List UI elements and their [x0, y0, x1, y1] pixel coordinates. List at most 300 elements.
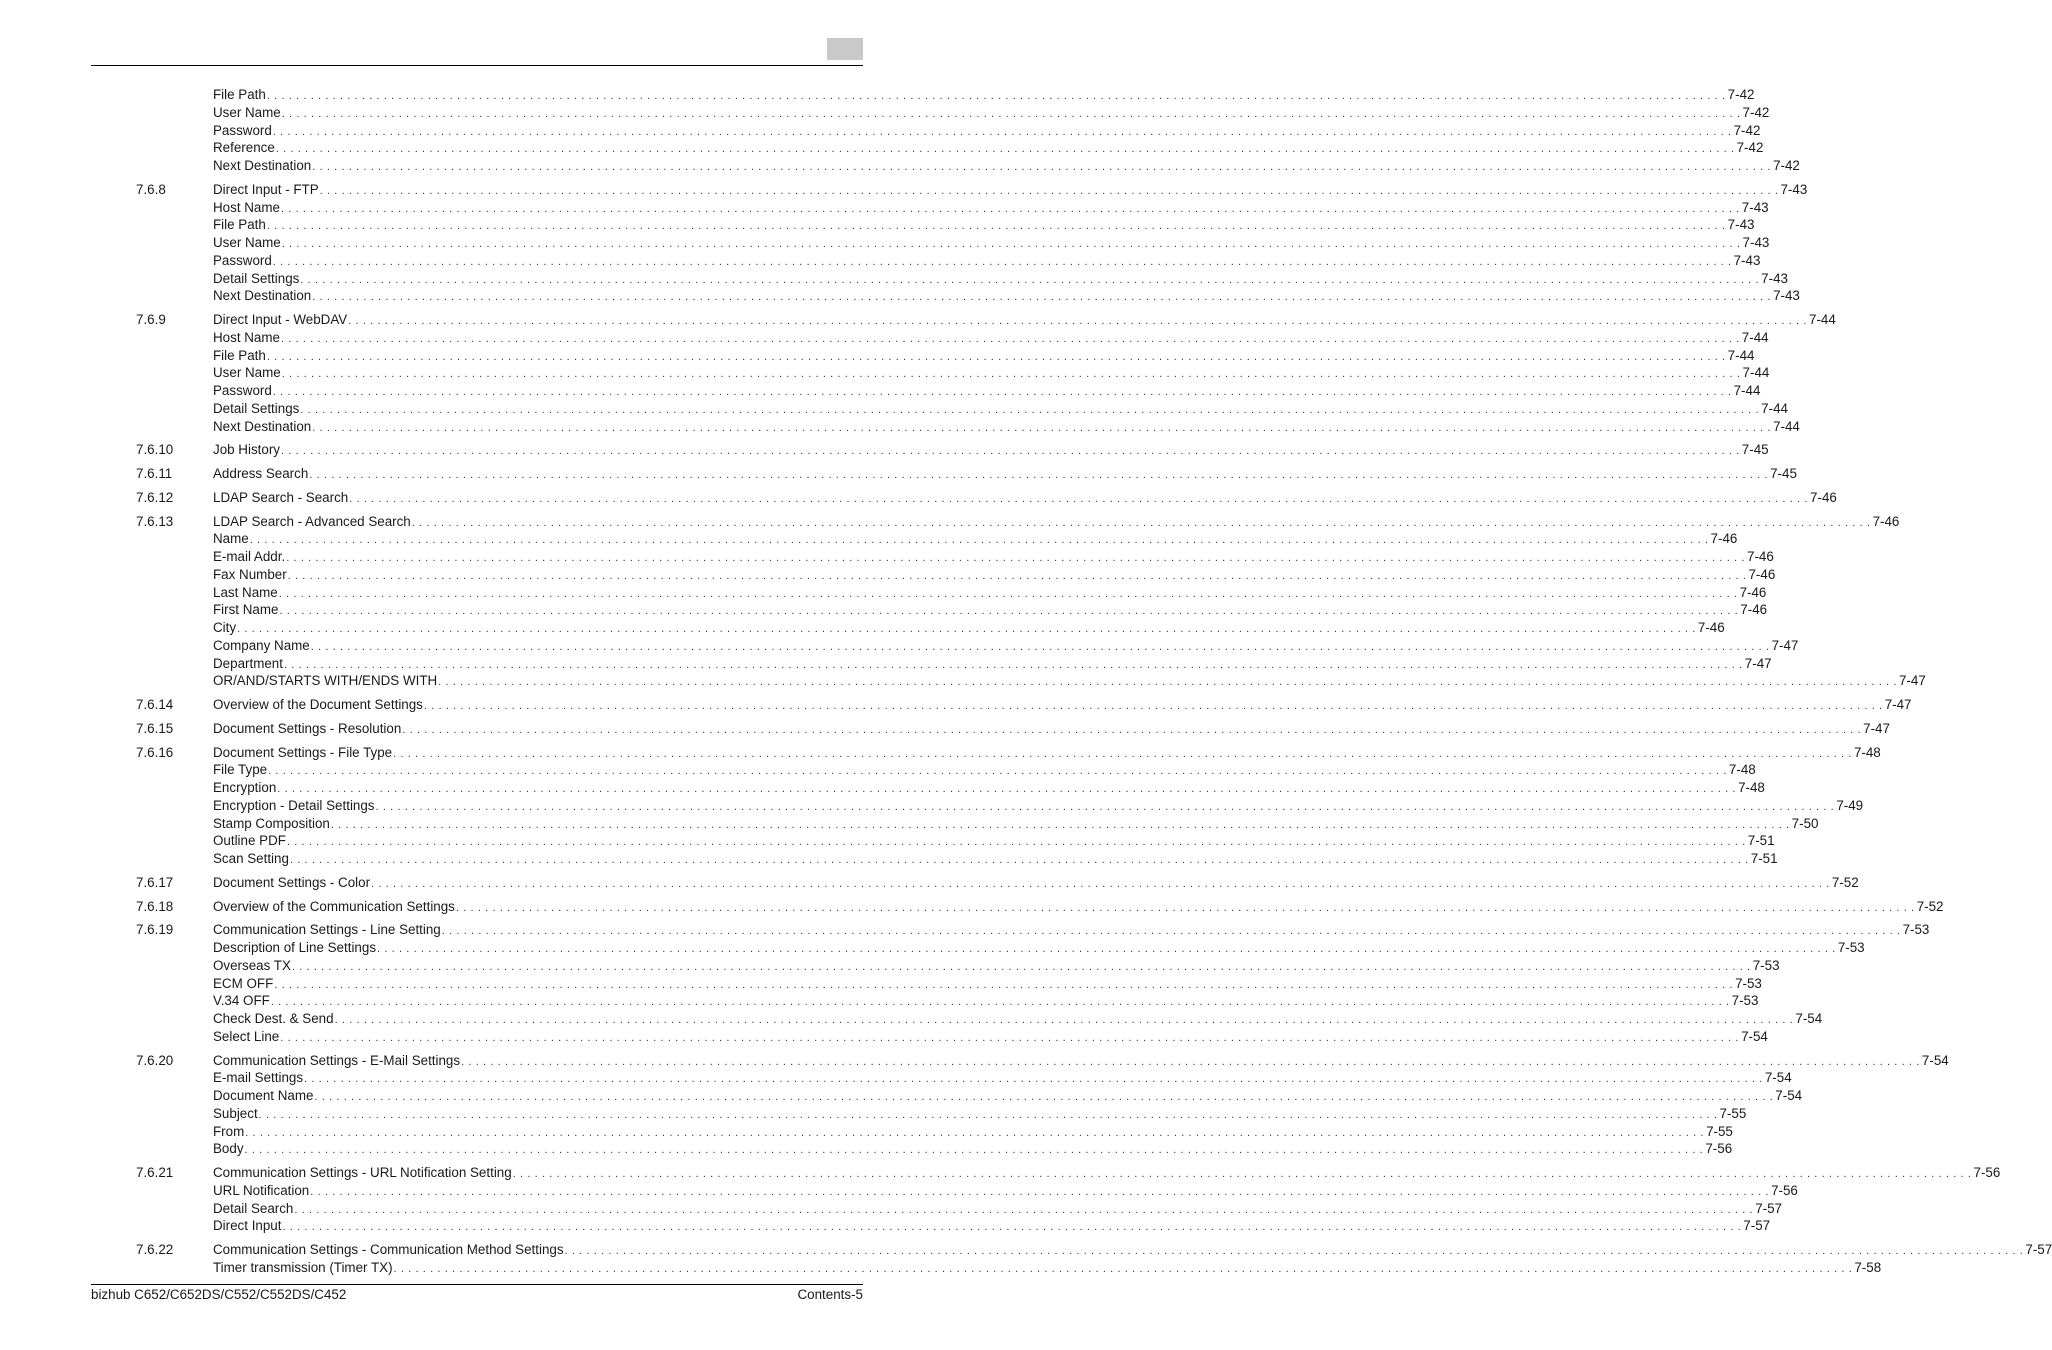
- toc-entry-row[interactable]: [0, 939, 1865, 957]
- page-reference: 7-47: [1744, 655, 1772, 671]
- toc-entry: [213, 548, 1774, 567]
- dot-leader: . . . . . . . . . . . . . . . . . . . . . . . . . . . . . . . . . . . . . . . . . . . . . . . . . . . . . . . . . . . . . . . . . . . . . . . . . . . . . . . . . . . . . . . . . . . . . . . . . . . . . . . . . . . . . . . . . . . . . . . . . . . . . . . . . . . . . . . . . . . . . . . . . . . . . . . . . . . . . . . . . . . . . . . . . . . . . . . . . . . . . . . . . . . . . . . . . . . . . . . .: [294, 1203, 1754, 1216]
- page-reference: 7-43: [1780, 181, 1808, 197]
- dot-leader: . . . . . . . . . . . . . . . . . . . . . . . . . . . . . . . . . . . . . . . . . . . . . . . . . . . . . . . . . . . . . . . . . . . . . . . . . . . . . . . . . . . . . . . . . . . . . . . . . . . . . . . . . . . . . . . . . . . . . . . . . . . . . . . . . . . . . . . . . . . . . . . . . . . . . . . . . . . . . . . . . . . . . . . . . . . . . . . . . . . . . . . . . . . . . . . . . . . . . . . .: [411, 516, 1871, 529]
- page-reference: 7-49: [1836, 797, 1864, 813]
- toc-entry: [213, 465, 1797, 484]
- toc-entry: [213, 441, 1769, 460]
- dot-leader: . . . . . . . . . . . . . . . . . . . . . . . . . . . . . . . . . . . . . . . . . . . . . . . . . . . . . . . . . . . . . . . . . . . . . . . . . . . . . . . . . . . . . . . . . . . . . . . . . . . . . . . . . . . . . . . . . . . . . . . . . . . . . . . . . . . . . . . . . . . . . . . . . . . . . . . . . . . . . . . . . . . . . . . . . . . . . . . . . . . . . . . . . . . . . . . . . . . . . . . .: [289, 854, 1749, 866]
- entry-title: Fax Number: [213, 566, 287, 582]
- toc-entry: [213, 939, 1865, 958]
- toc-entry-row[interactable]: [0, 199, 1769, 217]
- entry-title: User Name: [213, 235, 281, 250]
- toc-entry: [213, 1164, 2001, 1183]
- dot-leader: . . . . . . . . . . . . . . . . . . . . . . . . . . . . . . . . . . . . . . . . . . . . . . . . . . . . . . . . . . . . . . . . . . . . . . . . . . . . . . . . . . . . . . . . . . . . . . . . . . . . . . . . . . . . . . . . . . . . . . . . . . . . . . . . . . . . . . . . . . . . . . . . . . . . . . . . . . . . . . . . . . . . . . . . . . . . . . . . . . . . . . . . . . . . . . . . . . . . . . . .: [564, 1245, 2024, 1257]
- page-reference: 7-43: [1741, 199, 1769, 215]
- toc-entry: [213, 157, 1800, 176]
- toc-entry-row[interactable]: [0, 1010, 1823, 1028]
- section-number: 7.6.21: [136, 1165, 174, 1180]
- page-reference: 7-57: [1755, 1200, 1783, 1216]
- toc-entry: [213, 1259, 1882, 1278]
- entry-title: Document Settings - Color: [213, 874, 371, 890]
- toc-entry: [213, 216, 1755, 235]
- page-reference: 7-46: [1748, 566, 1776, 582]
- entry-title: Host Name: [213, 329, 280, 345]
- entry-title: Job History: [213, 442, 280, 458]
- dot-leader: . . . . . . . . . . . . . . . . . . . . . . . . . . . . . . . . . . . . . . . . . . . . . . . . . . . . . . . . . . . . . . . . . . . . . . . . . . . . . . . . . . . . . . . . . . . . . . . . . . . . . . . . . . . . . . . . . . . . . . . . . . . . . . . . . . . . . . . . . . . . . . . . . . . . . . . . . . . . . . . . . . . . . . . . . . . . . . . . . . . . . . . . . . . . . . . . . . . . . . . .: [280, 202, 1740, 215]
- toc-entry: [213, 181, 1808, 200]
- entry-title: Encryption - Detail Settings: [213, 797, 375, 813]
- toc-entry-row[interactable]: [0, 1028, 1768, 1046]
- toc-entry-row[interactable]: [0, 1069, 1792, 1087]
- page-reference: 7-51: [1747, 833, 1775, 849]
- page-reference: 7-42: [1727, 87, 1755, 102]
- toc-section-row[interactable]: [0, 921, 1930, 939]
- toc-entry-row[interactable]: [0, 1123, 1733, 1141]
- dot-leader: . . . . . . . . . . . . . . . . . . . . . . . . . . . . . . . . . . . . . . . . . . . . . . . . . . . . . . . . . . . . . . . . . . . . . . . . . . . . . . . . . . . . . . . . . . . . . . . . . . . . . . . . . . . . . . . . . . . . . . . . . . . . . . . . . . . . . . . . . . . . . . . . . . . . . . . . . . . . . . . . . . . . . . . . . . . . . . . . . . . . . . . . . . . . . . . . . . . . . . . .: [441, 925, 1901, 938]
- toc-entry-row[interactable]: [0, 252, 1761, 270]
- footer-product-name: bizhub C652/C652DS/C552/C552DS/C452: [91, 1287, 347, 1302]
- toc-entry: [213, 400, 1788, 419]
- entry-title: Detail Search: [213, 1200, 294, 1216]
- entry-title: URL Notification: [213, 1182, 310, 1198]
- dot-leader: . . . . . . . . . . . . . . . . . . . . . . . . . . . . . . . . . . . . . . . . . . . . . . . . . . . . . . . . . . . . . . . . . . . . . . . . . . . . . . . . . . . . . . . . . . . . . . . . . . . . . . . . . . . . . . . . . . . . . . . . . . . . . . . . . . . . . . . . . . . . . . . . . . . . . . . . . . . . . . . . . . . . . . . . . . . . . . . . . . . . . . . . . . . . . . . . . . . . . . . .: [281, 368, 1741, 381]
- entry-title: Direct Input - WebDAV: [213, 312, 348, 327]
- section-number: 7.6.17: [136, 874, 174, 890]
- entry-title: Detail Settings: [213, 400, 300, 416]
- page-reference: 7-43: [1773, 288, 1800, 304]
- toc-entry: [213, 957, 1780, 976]
- section-number: 7.6.9: [136, 312, 166, 327]
- toc-entry: [213, 234, 1770, 253]
- entry-title: Last Name: [213, 584, 278, 600]
- section-number: 7.6.15: [136, 720, 174, 736]
- toc-entry: [213, 513, 1900, 532]
- page-reference: 7-52: [1916, 898, 1944, 914]
- entry-title: E-mail Settings: [213, 1070, 304, 1086]
- toc-entry: [213, 270, 1788, 289]
- toc-entry: [213, 1028, 1768, 1047]
- dot-leader: . . . . . . . . . . . . . . . . . . . . . . . . . . . . . . . . . . . . . . . . . . . . . . . . . . . . . . . . . . . . . . . . . . . . . . . . . . . . . . . . . . . . . . . . . . . . . . . . . . . . . . . . . . . . . . . . . . . . . . . . . . . . . . . . . . . . . . . . . . . . . . . . . . . . . . . . . . . . . . . . . . . . . . . . . . . . . . . . . . . . . . . . . . . . . . . . . . . . . . . .: [314, 1091, 1774, 1103]
- section-number: 7.6.20: [136, 1052, 174, 1068]
- dot-leader: . . . . . . . . . . . . . . . . . . . . . . . . . . . . . . . . . . . . . . . . . . . . . . . . . . . . . . . . . . . . . . . . . . . . . . . . . . . . . . . . . . . . . . . . . . . . . . . . . . . . . . . . . . . . . . . . . . . . . . . . . . . . . . . . . . . . . . . . . . . . . . . . . . . . . . . . . . . . . . . . . . . . . . . . . . . . . . . . . . . . . . . . . . . . . . . . . . . . . . . .: [270, 996, 1730, 1009]
- page-reference: 7-56: [1973, 1165, 2001, 1180]
- page-reference: 7-58: [1854, 1259, 1882, 1275]
- entry-title: E-mail Addr.: [213, 549, 286, 564]
- entry-title: Reference: [213, 140, 275, 156]
- toc-entry: [213, 975, 1762, 994]
- entry-title: Document Settings - File Type: [213, 744, 393, 760]
- entry-title: OR/AND/STARTS WITH/ENDS WITH: [213, 673, 438, 689]
- page-reference: 7-44: [1809, 312, 1836, 327]
- toc-section-row[interactable]: [0, 720, 1890, 738]
- dot-leader: . . . . . . . . . . . . . . . . . . . . . . . . . . . . . . . . . . . . . . . . . . . . . . . . . . . . . . . . . . . . . . . . . . . . . . . . . . . . . . . . . . . . . . . . . . . . . . . . . . . . . . . . . . . . . . . . . . . . . . . . . . . . . . . . . . . . . . . . . . . . . . . . . . . . . . . . . . . . . . . . . . . . . . . . . . . . . . . . . . . . . . . . . . . . . . . . . . . . . . . .: [402, 723, 1862, 736]
- dot-leader: . . . . . . . . . . . . . . . . . . . . . . . . . . . . . . . . . . . . . . . . . . . . . . . . . . . . . . . . . . . . . . . . . . . . . . . . . . . . . . . . . . . . . . . . . . . . . . . . . . . . . . . . . . . . . . . . . . . . . . . . . . . . . . . . . . . . . . . . . . . . . . . . . . . . . . . . . . . . . . . . . . . . . . . . . . . . . . . . . . . . . . . . . . . . . . . . . . . . . . . .: [274, 978, 1734, 991]
- dot-leader: . . . . . . . . . . . . . . . . . . . . . . . . . . . . . . . . . . . . . . . . . . . . . . . . . . . . . . . . . . . . . . . . . . . . . . . . . . . . . . . . . . . . . . . . . . . . . . . . . . . . . . . . . . . . . . . . . . . . . . . . . . . . . . . . . . . . . . . . . . . . . . . . . . . . . . . . . . . . . . . . . . . . . . . . . . . . . . . . . . . . . . . . . . . . . . . . . . . . . . . .: [286, 836, 1746, 849]
- entry-title: User Name: [213, 365, 281, 381]
- toc-entry: [213, 122, 1761, 141]
- section-number: 7.6.8: [136, 181, 166, 197]
- entry-title: Description of Line Settings: [213, 940, 377, 955]
- dot-leader: . . . . . . . . . . . . . . . . . . . . . . . . . . . . . . . . . . . . . . . . . . . . . . . . . . . . . . . . . . . . . . . . . . . . . . . . . . . . . . . . . . . . . . . . . . . . . . . . . . . . . . . . . . . . . . . . . . . . . . . . . . . . . . . . . . . . . . . . . . . . . . . . . . . . . . . . . . . . . . . . . . . . . . . . . . . . . . . . . . . . . . . . . . . . . . . . . . . . . . . .: [348, 315, 1808, 327]
- dot-leader: . . . . . . . . . . . . . . . . . . . . . . . . . . . . . . . . . . . . . . . . . . . . . . . . . . . . . . . . . . . . . . . . . . . . . . . . . . . . . . . . . . . . . . . . . . . . . . . . . . . . . . . . . . . . . . . . . . . . . . . . . . . . . . . . . . . . . . . . . . . . . . . . . . . . . . . . . . . . . . . . . . . . . . . . . . . . . . . . . . . . . . . . . . . . . . . . . . . . . . . .: [282, 1221, 1742, 1234]
- entry-title: Next Destination: [213, 158, 312, 173]
- section-number: 7.6.19: [136, 922, 174, 938]
- toc-entry-row[interactable]: [0, 619, 1725, 637]
- toc-entry-row[interactable]: [0, 637, 1799, 655]
- page-reference: 7-55: [1706, 1123, 1733, 1139]
- entry-title: User Name: [213, 104, 281, 120]
- toc-entry: [213, 1052, 1949, 1071]
- page-reference: 7-43: [1727, 217, 1755, 233]
- entry-title: LDAP Search - Advanced Search: [213, 513, 411, 529]
- entry-title: Host Name: [213, 199, 280, 215]
- page-reference: 7-42: [1773, 158, 1800, 173]
- entry-title: Name: [213, 531, 249, 547]
- page-reference: 7-54: [1921, 1052, 1949, 1068]
- dot-leader: . . . . . . . . . . . . . . . . . . . . . . . . . . . . . . . . . . . . . . . . . . . . . . . . . . . . . . . . . . . . . . . . . . . . . . . . . . . . . . . . . . . . . . . . . . . . . . . . . . . . . . . . . . . . . . . . . . . . . . . . . . . . . . . . . . . . . . . . . . . . . . . . . . . . . . . . . . . . . . . . . . . . . . . . . . . . . . . . . . . . . . . . . . . . . . . . . . . . . . . .: [455, 901, 1915, 914]
- toc-entry-row[interactable]: [0, 1105, 1747, 1123]
- toc-entry: [213, 874, 1859, 893]
- toc-section-row[interactable]: [0, 311, 1836, 329]
- entry-title: Address Search: [213, 466, 309, 481]
- toc-entry: [213, 898, 1944, 917]
- toc-entry: [213, 584, 1767, 603]
- entry-title: ECM OFF: [213, 975, 274, 991]
- page-reference: 7-54: [1795, 1011, 1823, 1026]
- toc-entry: [213, 139, 1764, 158]
- toc-entry-row[interactable]: [0, 104, 1770, 122]
- section-number: 7.6.16: [136, 744, 174, 760]
- entry-title: Outline PDF: [213, 833, 286, 849]
- entry-title: Scan Setting: [213, 851, 289, 866]
- entry-title: File Type: [213, 762, 268, 778]
- dot-leader: . . . . . . . . . . . . . . . . . . . . . . . . . . . . . . . . . . . . . . . . . . . . . . . . . . . . . . . . . . . . . . . . . . . . . . . . . . . . . . . . . . . . . . . . . . . . . . . . . . . . . . . . . . . . . . . . . . . . . . . . . . . . . . . . . . . . . . . . . . . . . . . . . . . . . . . . . . . . . . . . . . . . . . . . . . . . . . . . . . . . . . . . . . . . . . . . . . . . . . . .: [266, 220, 1726, 233]
- toc-entry: [213, 619, 1725, 638]
- page-reference: 7-42: [1742, 104, 1770, 120]
- page-reference: 7-53: [1837, 940, 1865, 955]
- entry-title: Document Name: [213, 1088, 314, 1103]
- dot-leader: . . . . . . . . . . . . . . . . . . . . . . . . . . . . . . . . . . . . . . . . . . . . . . . . . . . . . . . . . . . . . . . . . . . . . . . . . . . . . . . . . . . . . . . . . . . . . . . . . . . . . . . . . . . . . . . . . . . . . . . . . . . . . . . . . . . . . . . . . . . . . . . . . . . . . . . . . . . . . . . . . . . . . . . . . . . . . . . . . . . . . . . . . . . . . . . . . . . . . . . .: [281, 107, 1741, 120]
- dot-leader: . . . . . . . . . . . . . . . . . . . . . . . . . . . . . . . . . . . . . . . . . . . . . . . . . . . . . . . . . . . . . . . . . . . . . . . . . . . . . . . . . . . . . . . . . . . . . . . . . . . . . . . . . . . . . . . . . . . . . . . . . . . . . . . . . . . . . . . . . . . . . . . . . . . . . . . . . . . . . . . . . . . . . . . . . . . . . . . . . . . . . . . . . . . . . . . . . . . . . . . .: [280, 1031, 1740, 1044]
- toc-entry-row[interactable]: [0, 122, 1761, 140]
- entry-title: Password: [213, 122, 272, 138]
- toc-entry: [213, 672, 1926, 691]
- entry-title: Password: [213, 252, 272, 268]
- entry-title: Check Dest. & Send: [213, 1011, 334, 1026]
- entry-title: Direct Input - FTP: [213, 181, 319, 197]
- page-reference: 7-47: [1771, 637, 1799, 653]
- entry-title: Password: [213, 383, 272, 398]
- dot-leader: . . . . . . . . . . . . . . . . . . . . . . . . . . . . . . . . . . . . . . . . . . . . . . . . . . . . . . . . . . . . . . . . . . . . . . . . . . . . . . . . . . . . . . . . . . . . . . . . . . . . . . . . . . . . . . . . . . . . . . . . . . . . . . . . . . . . . . . . . . . . . . . . . . . . . . . . . . . . . . . . . . . . . . . . . . . . . . . . . . . . . . . . . . . . . . . . . . . . . . . .: [278, 587, 1738, 600]
- section-number: 7.6.14: [136, 697, 174, 712]
- dot-leader: . . . . . . . . . . . . . . . . . . . . . . . . . . . . . . . . . . . . . . . . . . . . . . . . . . . . . . . . . . . . . . . . . . . . . . . . . . . . . . . . . . . . . . . . . . . . . . . . . . . . . . . . . . . . . . . . . . . . . . . . . . . . . . . . . . . . . . . . . . . . . . . . . . . . . . . . . . . . . . . . . . . . . . . . . . . . . . . . . . . . . . . . . . . . . . . . . . . . . . . .: [300, 403, 1760, 416]
- toc-entry-row[interactable]: [0, 548, 1774, 566]
- toc-entry-row[interactable]: [0, 832, 1775, 850]
- dot-leader: . . . . . . . . . . . . . . . . . . . . . . . . . . . . . . . . . . . . . . . . . . . . . . . . . . . . . . . . . . . . . . . . . . . . . . . . . . . . . . . . . . . . . . . . . . . . . . . . . . . . . . . . . . . . . . . . . . . . . . . . . . . . . . . . . . . . . . . . . . . . . . . . . . . . . . . . . . . . . . . . . . . . . . . . . . . . . . . . . . . . . . . . . . . . . . . . . . . . . . . .: [423, 700, 1883, 712]
- entry-title: Timer transmission (Timer TX): [213, 1259, 393, 1275]
- toc-entry-row[interactable]: [0, 1087, 1803, 1105]
- toc-entry: [213, 382, 1761, 401]
- toc-entry-row[interactable]: [0, 779, 1765, 797]
- dot-leader: . . . . . . . . . . . . . . . . . . . . . . . . . . . . . . . . . . . . . . . . . . . . . . . . . . . . . . . . . . . . . . . . . . . . . . . . . . . . . . . . . . . . . . . . . . . . . . . . . . . . . . . . . . . . . . . . . . . . . . . . . . . . . . . . . . . . . . . . . . . . . . . . . . . . . . . . . . . . . . . . . . . . . . . . . . . . . . . . . . . . . . . . . . . . . . . . . . . . . . . .: [312, 291, 1772, 304]
- entry-title: Detail Settings: [213, 270, 300, 286]
- toc-entry: [213, 921, 1930, 940]
- dot-leader: . . . . . . . . . . . . . . . . . . . . . . . . . . . . . . . . . . . . . . . . . . . . . . . . . . . . . . . . . . . . . . . . . . . . . . . . . . . . . . . . . . . . . . . . . . . . . . . . . . . . . . . . . . . . . . . . . . . . . . . . . . . . . . . . . . . . . . . . . . . . . . . . . . . . . . . . . . . . . . . . . . . . . . . . . . . . . . . . . . . . . . . . . . . . . . . . . . . . . . . .: [280, 445, 1740, 458]
- page-reference: 7-46: [1872, 513, 1900, 529]
- entry-title: Overseas TX: [213, 957, 291, 973]
- footer-page-number: Contents-5: [797, 1287, 863, 1302]
- toc-entry-row[interactable]: [0, 850, 1778, 868]
- toc-entry: [213, 347, 1755, 366]
- page-reference: 7-44: [1742, 365, 1770, 381]
- dot-leader: . . . . . . . . . . . . . . . . . . . . . . . . . . . . . . . . . . . . . . . . . . . . . . . . . . . . . . . . . . . . . . . . . . . . . . . . . . . . . . . . . . . . . . . . . . . . . . . . . . . . . . . . . . . . . . . . . . . . . . . . . . . . . . . . . . . . . . . . . . . . . . . . . . . . . . . . . . . . . . . . . . . . . . . . . . . . . . . . . . . . . . . . . . . . . . . . . . . . . . . .: [330, 818, 1790, 831]
- entry-title: LDAP Search - Search: [213, 489, 349, 505]
- toc-entry-row[interactable]: [0, 234, 1770, 252]
- dot-leader: . . . . . . . . . . . . . . . . . . . . . . . . . . . . . . . . . . . . . . . . . . . . . . . . . . . . . . . . . . . . . . . . . . . . . . . . . . . . . . . . . . . . . . . . . . . . . . . . . . . . . . . . . . . . . . . . . . . . . . . . . . . . . . . . . . . . . . . . . . . . . . . . . . . . . . . . . . . . . . . . . . . . . . . . . . . . . . . . . . . . . . . . . . . . . . . . . . . . . . . .: [310, 1185, 1770, 1198]
- toc-entry-row[interactable]: [0, 672, 1926, 690]
- toc-entry-row[interactable]: [0, 815, 1819, 833]
- toc-section-row[interactable]: [0, 441, 1769, 459]
- toc-section-row[interactable]: [0, 1241, 2052, 1259]
- entry-title: Communication Settings - Communication Method Settings: [213, 1242, 564, 1257]
- entry-title: File Path: [213, 347, 266, 363]
- page-reference: 7-42: [1733, 122, 1761, 138]
- toc-entry-row[interactable]: [0, 601, 1768, 619]
- entry-title: Encryption: [213, 780, 277, 795]
- dot-leader: . . . . . . . . . . . . . . . . . . . . . . . . . . . . . . . . . . . . . . . . . . . . . . . . . . . . . . . . . . . . . . . . . . . . . . . . . . . . . . . . . . . . . . . . . . . . . . . . . . . . . . . . . . . . . . . . . . . . . . . . . . . . . . . . . . . . . . . . . . . . . . . . . . . . . . . . . . . . . . . . . . . . . . . . . . . . . . . . . . . . . . . . . . . . . . . . . . . . . . . .: [312, 161, 1772, 173]
- page-reference: 7-46: [1740, 602, 1768, 618]
- dot-leader: . . . . . . . . . . . . . . . . . . . . . . . . . . . . . . . . . . . . . . . . . . . . . . . . . . . . . . . . . . . . . . . . . . . . . . . . . . . . . . . . . . . . . . . . . . . . . . . . . . . . . . . . . . . . . . . . . . . . . . . . . . . . . . . . . . . . . . . . . . . . . . . . . . . . . . . . . . . . . . . . . . . . . . . . . . . . . . . . . . . . . . . . . . . . . . . . . . . . . . . .: [280, 332, 1740, 345]
- toc-entry-row[interactable]: [0, 584, 1767, 602]
- page-reference: 7-48: [1738, 780, 1765, 795]
- page-reference: 7-48: [1728, 762, 1756, 778]
- page-reference: 7-57: [1743, 1218, 1771, 1234]
- toc-section-row[interactable]: [0, 744, 1881, 762]
- section-number: 7.6.11: [136, 466, 173, 481]
- dot-leader: . . . . . . . . . . . . . . . . . . . . . . . . . . . . . . . . . . . . . . . . . . . . . . . . . . . . . . . . . . . . . . . . . . . . . . . . . . . . . . . . . . . . . . . . . . . . . . . . . . . . . . . . . . . . . . . . . . . . . . . . . . . . . . . . . . . . . . . . . . . . . . . . . . . . . . . . . . . . . . . . . . . . . . . . . . . . . . . . . . . . . . . . . . . . . . . . . . . . . . . .: [375, 800, 1835, 813]
- toc-section-row[interactable]: [0, 465, 1797, 483]
- page-reference: 7-44: [1741, 329, 1769, 345]
- page-reference: 7-43: [1742, 235, 1770, 250]
- toc-section-row[interactable]: [0, 513, 1900, 531]
- toc-entry: [213, 850, 1778, 869]
- toc-entry: [213, 311, 1836, 330]
- page-reference: 7-53: [1752, 957, 1780, 973]
- toc-entry-row[interactable]: [0, 270, 1788, 288]
- toc-entry: [213, 1069, 1792, 1088]
- entry-title: File Path: [213, 87, 266, 102]
- toc-section-row[interactable]: [0, 1164, 2001, 1182]
- toc-entry-row[interactable]: [0, 364, 1770, 382]
- toc-entry-row[interactable]: [0, 566, 1776, 584]
- dot-leader: . . . . . . . . . . . . . . . . . . . . . . . . . . . . . . . . . . . . . . . . . . . . . . . . . . . . . . . . . . . . . . . . . . . . . . . . . . . . . . . . . . . . . . . . . . . . . . . . . . . . . . . . . . . . . . . . . . . . . . . . . . . . . . . . . . . . . . . . . . . . . . . . . . . . . . . . . . . . . . . . . . . . . . . . . . . . . . . . . . . . . . . . . . . . . . . . . . . . . . . .: [245, 1126, 1705, 1139]
- page-reference: 7-44: [1733, 383, 1761, 398]
- header-rule: [91, 65, 863, 66]
- page-reference: 7-44: [1773, 418, 1800, 434]
- page-reference: 7-46: [1697, 620, 1725, 635]
- toc-entry: [213, 199, 1769, 218]
- page-reference: 7-54: [1775, 1088, 1803, 1103]
- page-reference: 7-56: [1705, 1141, 1733, 1157]
- dot-leader: . . . . . . . . . . . . . . . . . . . . . . . . . . . . . . . . . . . . . . . . . . . . . . . . . . . . . . . . . . . . . . . . . . . . . . . . . . . . . . . . . . . . . . . . . . . . . . . . . . . . . . . . . . . . . . . . . . . . . . . . . . . . . . . . . . . . . . . . . . . . . . . . . . . . . . . . . . . . . . . . . . . . . . . . . . . . . . . . . . . . . . . . . . . . . . . . . . . . . . . .: [277, 783, 1737, 795]
- dot-leader: . . . . . . . . . . . . . . . . . . . . . . . . . . . . . . . . . . . . . . . . . . . . . . . . . . . . . . . . . . . . . . . . . . . . . . . . . . . . . . . . . . . . . . . . . . . . . . . . . . . . . . . . . . . . . . . . . . . . . . . . . . . . . . . . . . . . . . . . . . . . . . . . . . . . . . . . . . . . . . . . . . . . . . . . . . . . . . . . . . . . . . . . . . . . . . . . . . . . . . . .: [393, 747, 1852, 760]
- toc-entry: [213, 720, 1890, 739]
- toc-entry-row[interactable]: [0, 287, 1800, 305]
- toc-entry-row[interactable]: [0, 975, 1762, 993]
- toc-entry: [213, 566, 1776, 585]
- entry-title: Overview of the Communication Settings: [213, 898, 455, 914]
- dot-leader: . . . . . . . . . . . . . . . . . . . . . . . . . . . . . . . . . . . . . . . . . . . . . . . . . . . . . . . . . . . . . . . . . . . . . . . . . . . . . . . . . . . . . . . . . . . . . . . . . . . . . . . . . . . . . . . . . . . . . . . . . . . . . . . . . . . . . . . . . . . . . . . . . . . . . . . . . . . . . . . . . . . . . . . . . . . . . . . . . . . . . . . . . . . . . . . . . . . . . . . .: [300, 273, 1760, 286]
- toc-entry: [213, 329, 1769, 348]
- page-reference: 7-43: [1733, 252, 1761, 268]
- page-reference: 7-46: [1747, 549, 1774, 564]
- dot-leader: . . . . . . . . . . . . . . . . . . . . . . . . . . . . . . . . . . . . . . . . . . . . . . . . . . . . . . . . . . . . . . . . . . . . . . . . . . . . . . . . . . . . . . . . . . . . . . . . . . . . . . . . . . . . . . . . . . . . . . . . . . . . . . . . . . . . . . . . . . . . . . . . . . . . . . . . . . . . . . . . . . . . . . . . . . . . . . . . . . . . . . . . . . . . . . . . . . . . . . . .: [309, 469, 1769, 481]
- toc-entry-row[interactable]: [0, 329, 1769, 347]
- entry-title: Subject: [213, 1105, 258, 1121]
- toc-entry-row[interactable]: [0, 418, 1800, 436]
- page-reference: 7-46: [1739, 584, 1767, 600]
- toc-entry-row[interactable]: [0, 216, 1755, 234]
- toc-entry: [213, 287, 1800, 306]
- toc-section-row[interactable]: [0, 489, 1837, 507]
- dot-leader: . . . . . . . . . . . . . . . . . . . . . . . . . . . . . . . . . . . . . . . . . . . . . . . . . . . . . . . . . . . . . . . . . . . . . . . . . . . . . . . . . . . . . . . . . . . . . . . . . . . . . . . . . . . . . . . . . . . . . . . . . . . . . . . . . . . . . . . . . . . . . . . . . . . . . . . . . . . . . . . . . . . . . . . . . . . . . . . . . . . . . . . . . . . . . . . . . . . . . . . .: [281, 238, 1741, 250]
- toc-section-row[interactable]: [0, 181, 1808, 199]
- toc-entry: [213, 1217, 1771, 1236]
- toc-entry-row[interactable]: [0, 797, 1864, 815]
- dot-leader: . . . . . . . . . . . . . . . . . . . . . . . . . . . . . . . . . . . . . . . . . . . . . . . . . . . . . . . . . . . . . . . . . . . . . . . . . . . . . . . . . . . . . . . . . . . . . . . . . . . . . . . . . . . . . . . . . . . . . . . . . . . . . . . . . . . . . . . . . . . . . . . . . . . . . . . . . . . . . . . . . . . . . . . . . . . . . . . . . . . . . . . . . . . . . . . . . . . . . . . .: [283, 658, 1743, 671]
- toc-entry-row[interactable]: [0, 1182, 1798, 1200]
- toc-section-row[interactable]: [0, 696, 1912, 714]
- toc-entry: [213, 1140, 1733, 1159]
- page-reference: 7-57: [2025, 1242, 2052, 1257]
- dot-leader: . . . . . . . . . . . . . . . . . . . . . . . . . . . . . . . . . . . . . . . . . . . . . . . . . . . . . . . . . . . . . . . . . . . . . . . . . . . . . . . . . . . . . . . . . . . . . . . . . . . . . . . . . . . . . . . . . . . . . . . . . . . . . . . . . . . . . . . . . . . . . . . . . . . . . . . . . . . . . . . . . . . . . . . . . . . . . . . . . . . . . . . . . . . . . . . . . . . . . . . .: [258, 1108, 1718, 1121]
- toc-entry-row[interactable]: [0, 86, 1755, 104]
- toc-entry-row[interactable]: [0, 400, 1788, 418]
- toc-entry: [213, 1123, 1733, 1142]
- entry-title: City: [213, 620, 237, 635]
- toc-entry-row[interactable]: [0, 1259, 1882, 1277]
- toc-entry: [213, 1200, 1783, 1219]
- toc-entry: [213, 992, 1759, 1011]
- page-reference: 7-53: [1902, 922, 1930, 938]
- toc-entry-row[interactable]: [0, 1217, 1771, 1235]
- toc-entry-row[interactable]: [0, 530, 1738, 548]
- dot-leader: . . . . . . . . . . . . . . . . . . . . . . . . . . . . . . . . . . . . . . . . . . . . . . . . . . . . . . . . . . . . . . . . . . . . . . . . . . . . . . . . . . . . . . . . . . . . . . . . . . . . . . . . . . . . . . . . . . . . . . . . . . . . . . . . . . . . . . . . . . . . . . . . . . . . . . . . . . . . . . . . . . . . . . . . . . . . . . . . . . . . . . . . . . . . . . . . . . . . . . . .: [249, 534, 1709, 547]
- toc-entry: [213, 779, 1765, 798]
- toc-entry-row[interactable]: [0, 992, 1759, 1010]
- toc-entry-row[interactable]: [0, 1200, 1783, 1218]
- page-reference: 7-44: [1727, 347, 1755, 363]
- page-reference: 7-47: [1863, 720, 1890, 736]
- dot-leader: . . . . . . . . . . . . . . . . . . . . . . . . . . . . . . . . . . . . . . . . . . . . . . . . . . . . . . . . . . . . . . . . . . . . . . . . . . . . . . . . . . . . . . . . . . . . . . . . . . . . . . . . . . . . . . . . . . . . . . . . . . . . . . . . . . . . . . . . . . . . . . . . . . . . . . . . . . . . . . . . . . . . . . . . . . . . . . . . . . . . . . . . . . . . . . . . . . . . . . . .: [377, 943, 1836, 955]
- page-reference: 7-46: [1810, 489, 1837, 505]
- dot-leader: . . . . . . . . . . . . . . . . . . . . . . . . . . . . . . . . . . . . . . . . . . . . . . . . . . . . . . . . . . . . . . . . . . . . . . . . . . . . . . . . . . . . . . . . . . . . . . . . . . . . . . . . . . . . . . . . . . . . . . . . . . . . . . . . . . . . . . . . . . . . . . . . . . . . . . . . . . . . . . . . . . . . . . . . . . . . . . . . . . . . . . . . . . . . . . . . . . . . . . . .: [438, 676, 1897, 689]
- dot-leader: . . . . . . . . . . . . . . . . . . . . . . . . . . . . . . . . . . . . . . . . . . . . . . . . . . . . . . . . . . . . . . . . . . . . . . . . . . . . . . . . . . . . . . . . . . . . . . . . . . . . . . . . . . . . . . . . . . . . . . . . . . . . . . . . . . . . . . . . . . . . . . . . . . . . . . . . . . . . . . . . . . . . . . . . . . . . . . . . . . . . . . . . . . . . . . . . . . . . . . . .: [279, 605, 1739, 618]
- page-reference: 7-51: [1750, 851, 1778, 866]
- toc-entry: [213, 252, 1761, 271]
- toc-entry-row[interactable]: [0, 157, 1800, 175]
- page-reference: 7-47: [1884, 697, 1912, 712]
- page-reference: 7-56: [1771, 1182, 1798, 1198]
- toc-entry: [213, 364, 1770, 383]
- toc-entry: [213, 418, 1800, 437]
- dot-leader: . . . . . . . . . . . . . . . . . . . . . . . . . . . . . . . . . . . . . . . . . . . . . . . . . . . . . . . . . . . . . . . . . . . . . . . . . . . . . . . . . . . . . . . . . . . . . . . . . . . . . . . . . . . . . . . . . . . . . . . . . . . . . . . . . . . . . . . . . . . . . . . . . . . . . . . . . . . . . . . . . . . . . . . . . . . . . . . . . . . . . . . . . . . . . . . . . . . . . . . .: [287, 569, 1747, 582]
- dot-leader: . . . . . . . . . . . . . . . . . . . . . . . . . . . . . . . . . . . . . . . . . . . . . . . . . . . . . . . . . . . . . . . . . . . . . . . . . . . . . . . . . . . . . . . . . . . . . . . . . . . . . . . . . . . . . . . . . . . . . . . . . . . . . . . . . . . . . . . . . . . . . . . . . . . . . . . . . . . . . . . . . . . . . . . . . . . . . . . . . . . . . . . . . . . . . . . . . . . . . . . .: [371, 877, 1830, 890]
- toc-entry-row[interactable]: [0, 139, 1764, 157]
- page-reference: 7-45: [1741, 442, 1769, 458]
- toc-entry: [213, 744, 1881, 763]
- dot-leader: . . . . . . . . . . . . . . . . . . . . . . . . . . . . . . . . . . . . . . . . . . . . . . . . . . . . . . . . . . . . . . . . . . . . . . . . . . . . . . . . . . . . . . . . . . . . . . . . . . . . . . . . . . . . . . . . . . . . . . . . . . . . . . . . . . . . . . . . . . . . . . . . . . . . . . . . . . . . . . . . . . . . . . . . . . . . . . . . . . . . . . . . . . . . . . . . . . . . . . . .: [319, 184, 1779, 197]
- entry-title: Next Destination: [213, 288, 312, 304]
- entry-title: Communication Settings - Line Setting: [213, 922, 441, 938]
- toc-entry: [213, 86, 1755, 105]
- entry-title: V.34 OFF: [213, 993, 270, 1009]
- toc-section-row[interactable]: [0, 898, 1944, 916]
- toc-entry: [213, 696, 1912, 715]
- toc-entry-row[interactable]: [0, 347, 1755, 365]
- toc-entry: [213, 104, 1770, 123]
- page-reference: 7-44: [1761, 400, 1788, 416]
- dot-leader: . . . . . . . . . . . . . . . . . . . . . . . . . . . . . . . . . . . . . . . . . . . . . . . . . . . . . . . . . . . . . . . . . . . . . . . . . . . . . . . . . . . . . . . . . . . . . . . . . . . . . . . . . . . . . . . . . . . . . . . . . . . . . . . . . . . . . . . . . . . . . . . . . . . . . . . . . . . . . . . . . . . . . . . . . . . . . . . . . . . . . . . . . . . . . . . . . . . . . . . .: [237, 623, 1696, 635]
- dot-leader: . . . . . . . . . . . . . . . . . . . . . . . . . . . . . . . . . . . . . . . . . . . . . . . . . . . . . . . . . . . . . . . . . . . . . . . . . . . . . . . . . . . . . . . . . . . . . . . . . . . . . . . . . . . . . . . . . . . . . . . . . . . . . . . . . . . . . . . . . . . . . . . . . . . . . . . . . . . . . . . . . . . . . . . . . . . . . . . . . . . . . . . . . . . . . . . . . . . . . . . .: [272, 125, 1732, 138]
- toc-entry: [213, 489, 1837, 508]
- section-number: 7.6.18: [136, 898, 174, 914]
- toc-entry: [213, 1182, 1798, 1201]
- toc-entry: [213, 1241, 2052, 1260]
- toc-entry-row[interactable]: [0, 655, 1772, 673]
- page-reference: 7-52: [1831, 874, 1859, 890]
- toc-entry: [213, 815, 1819, 834]
- dot-leader: . . . . . . . . . . . . . . . . . . . . . . . . . . . . . . . . . . . . . . . . . . . . . . . . . . . . . . . . . . . . . . . . . . . . . . . . . . . . . . . . . . . . . . . . . . . . . . . . . . . . . . . . . . . . . . . . . . . . . . . . . . . . . . . . . . . . . . . . . . . . . . . . . . . . . . . . . . . . . . . . . . . . . . . . . . . . . . . . . . . . . . . . . . . . . . . . . . . . . . . .: [304, 1073, 1763, 1086]
- toc-section-row[interactable]: [0, 1052, 1949, 1070]
- dot-leader: . . . . . . . . . . . . . . . . . . . . . . . . . . . . . . . . . . . . . . . . . . . . . . . . . . . . . . . . . . . . . . . . . . . . . . . . . . . . . . . . . . . . . . . . . . . . . . . . . . . . . . . . . . . . . . . . . . . . . . . . . . . . . . . . . . . . . . . . . . . . . . . . . . . . . . . . . . . . . . . . . . . . . . . . . . . . . . . . . . . . . . . . . . . . . . . . . . . . . . . .: [268, 765, 1727, 778]
- dot-leader: . . . . . . . . . . . . . . . . . . . . . . . . . . . . . . . . . . . . . . . . . . . . . . . . . . . . . . . . . . . . . . . . . . . . . . . . . . . . . . . . . . . . . . . . . . . . . . . . . . . . . . . . . . . . . . . . . . . . . . . . . . . . . . . . . . . . . . . . . . . . . . . . . . . . . . . . . . . . . . . . . . . . . . . . . . . . . . . . . . . . . . . . . . . . . . . . . . . . . . . .: [244, 1144, 1704, 1157]
- page-reference: 7-55: [1719, 1105, 1747, 1121]
- toc-entry: [213, 530, 1738, 549]
- toc-section-row[interactable]: [0, 874, 1859, 892]
- entry-title: File Path: [213, 217, 266, 233]
- section-number: 7.6.22: [136, 1242, 174, 1257]
- dot-leader: . . . . . . . . . . . . . . . . . . . . . . . . . . . . . . . . . . . . . . . . . . . . . . . . . . . . . . . . . . . . . . . . . . . . . . . . . . . . . . . . . . . . . . . . . . . . . . . . . . . . . . . . . . . . . . . . . . . . . . . . . . . . . . . . . . . . . . . . . . . . . . . . . . . . . . . . . . . . . . . . . . . . . . . . . . . . . . . . . . . . . . . . . . . . . . . . . . . . . . . .: [272, 386, 1732, 398]
- entry-title: Communication Settings - E-Mail Settings: [213, 1052, 461, 1068]
- toc-entry-row[interactable]: [0, 957, 1780, 975]
- entry-title: Body: [213, 1141, 244, 1157]
- dot-leader: . . . . . . . . . . . . . . . . . . . . . . . . . . . . . . . . . . . . . . . . . . . . . . . . . . . . . . . . . . . . . . . . . . . . . . . . . . . . . . . . . . . . . . . . . . . . . . . . . . . . . . . . . . . . . . . . . . . . . . . . . . . . . . . . . . . . . . . . . . . . . . . . . . . . . . . . . . . . . . . . . . . . . . . . . . . . . . . . . . . . . . . . . . . . . . . . . . . . . . . .: [334, 1014, 1794, 1026]
- toc-entry-row[interactable]: [0, 382, 1761, 400]
- footer-rule: [91, 1284, 863, 1285]
- section-number: 7.6.12: [136, 489, 174, 505]
- toc-entry-row[interactable]: [0, 761, 1756, 779]
- entry-title: From: [213, 1123, 245, 1139]
- page-reference: 7-53: [1735, 975, 1762, 991]
- entry-title: Next Destination: [213, 418, 312, 434]
- dot-leader: . . . . . . . . . . . . . . . . . . . . . . . . . . . . . . . . . . . . . . . . . . . . . . . . . . . . . . . . . . . . . . . . . . . . . . . . . . . . . . . . . . . . . . . . . . . . . . . . . . . . . . . . . . . . . . . . . . . . . . . . . . . . . . . . . . . . . . . . . . . . . . . . . . . . . . . . . . . . . . . . . . . . . . . . . . . . . . . . . . . . . . . . . . . . . . . . . . . . . . . .: [291, 960, 1751, 973]
- dot-leader: . . . . . . . . . . . . . . . . . . . . . . . . . . . . . . . . . . . . . . . . . . . . . . . . . . . . . . . . . . . . . . . . . . . . . . . . . . . . . . . . . . . . . . . . . . . . . . . . . . . . . . . . . . . . . . . . . . . . . . . . . . . . . . . . . . . . . . . . . . . . . . . . . . . . . . . . . . . . . . . . . . . . . . . . . . . . . . . . . . . . . . . . . . . . . . . . . . . . . . . .: [266, 350, 1726, 363]
- toc-entry: [213, 1105, 1747, 1124]
- toc-entry: [213, 832, 1775, 851]
- entry-title: Select Line: [213, 1028, 280, 1044]
- entry-title: Stamp Composition: [213, 815, 330, 831]
- dot-leader: . . . . . . . . . . . . . . . . . . . . . . . . . . . . . . . . . . . . . . . . . . . . . . . . . . . . . . . . . . . . . . . . . . . . . . . . . . . . . . . . . . . . . . . . . . . . . . . . . . . . . . . . . . . . . . . . . . . . . . . . . . . . . . . . . . . . . . . . . . . . . . . . . . . . . . . . . . . . . . . . . . . . . . . . . . . . . . . . . . . . . . . . . . . . . . . . . . . . . . . .: [286, 552, 1746, 564]
- entry-title: Overview of the Document Settings: [213, 697, 423, 712]
- dot-leader: . . . . . . . . . . . . . . . . . . . . . . . . . . . . . . . . . . . . . . . . . . . . . . . . . . . . . . . . . . . . . . . . . . . . . . . . . . . . . . . . . . . . . . . . . . . . . . . . . . . . . . . . . . . . . . . . . . . . . . . . . . . . . . . . . . . . . . . . . . . . . . . . . . . . . . . . . . . . . . . . . . . . . . . . . . . . . . . . . . . . . . . . . . . . . . . . . . . . . . . .: [461, 1055, 1920, 1068]
- dot-leader: . . . . . . . . . . . . . . . . . . . . . . . . . . . . . . . . . . . . . . . . . . . . . . . . . . . . . . . . . . . . . . . . . . . . . . . . . . . . . . . . . . . . . . . . . . . . . . . . . . . . . . . . . . . . . . . . . . . . . . . . . . . . . . . . . . . . . . . . . . . . . . . . . . . . . . . . . . . . . . . . . . . . . . . . . . . . . . . . . . . . . . . . . . . . . . . . . . . . . . . .: [272, 255, 1732, 268]
- chapter-tab-marker: [827, 38, 863, 60]
- toc-entry-row[interactable]: [0, 1140, 1733, 1158]
- dot-leader: . . . . . . . . . . . . . . . . . . . . . . . . . . . . . . . . . . . . . . . . . . . . . . . . . . . . . . . . . . . . . . . . . . . . . . . . . . . . . . . . . . . . . . . . . . . . . . . . . . . . . . . . . . . . . . . . . . . . . . . . . . . . . . . . . . . . . . . . . . . . . . . . . . . . . . . . . . . . . . . . . . . . . . . . . . . . . . . . . . . . . . . . . . . . . . . . . . . . . . . .: [275, 143, 1735, 156]
- page-reference: 7-54: [1741, 1028, 1768, 1044]
